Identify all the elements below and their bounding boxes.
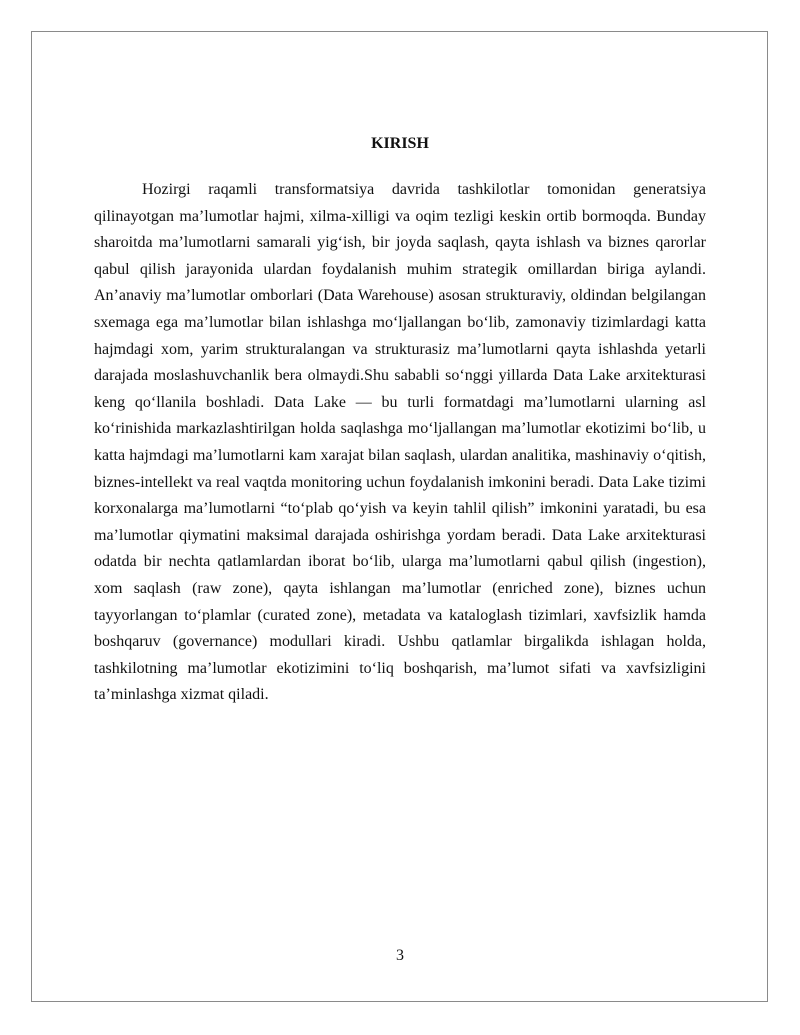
page-number: 3	[396, 947, 404, 964]
body-paragraph: Hozirgi raqamli transformatsiya davrida tashkilotlar tomonidan generatsiya qilinayotgan ma’lumotlar hajmi, xilma-xilligi va oqim tezligi keskin ortib bormoqda. Bunday sharoitda ma’lumotlarni samarali yig‘ish, bir joyda saqlash, qayta ishlash va biznes qarorlar qabul qilish jarayonida ulardan foydalanish muhim strategik omillardan biriga aylandi. An’anaviy ma’lumotlar omborlari (Data Warehouse) asosan strukturaviy, oldindan belgilangan sxemaga ega ma’lumotlar bilan ishlashga mo‘ljallangan bo‘lib, zamonaviy tizimlardagi katta hajmdagi xom, yarim strukturalangan va strukturasiz ma’lumotlarni qayta ishlashda yetarli darajada moslashuvchanlik bera olmaydi.Shu sababli so‘nggi yillarda Data Lake arxitekturasi keng qo‘llanila boshladi. Data Lake — bu turli formatdagi ma’lumotlarni ularning asl ko‘rinishida markazlashtirilgan holda saqlashga mo‘ljallangan ma’lumotlar ekotizimi bo‘lib, u katta hajmdagi ma’lumotlarni kam xarajat bilan saqlash, ulardan analitika, mashinaviy o‘qitish, biznes-intellekt va real vaqtda monitoring uchun foydalanish imkonini beradi. Data Lake tizimi korxonalarga ma’lumotlarni “to‘plab qo‘yish va keyin tahlil qilish” imkonini yaratadi, bu esa ma’lumotlar qiymatini maksimal darajada oshirishga yordam beradi. Data Lake arxitekturasi odatda bir nechta qatlamlardan iborat bo‘lib, ularga ma’lumotlarni qabul qilish (ingestion), xom saqlash (raw zone), qayta ishlangan ma’lumotlar (enriched zone), biznes uchun tayyorlangan to‘plamlar (curated zone), metadata va kataloglash tizimlari, xavfsizlik hamda boshqaruv (governance) modullari kiradi. Ushbu qatlamlar birgalikda ishlagan holda, tashkilotning ma’lumotlar ekotizimini to‘liq boshqarish, ma’lumot sifati va xavfsizligini ta’minlashga xizmat qiladi.	[94, 181, 706, 704]
section-heading: KIRISH	[371, 135, 429, 152]
